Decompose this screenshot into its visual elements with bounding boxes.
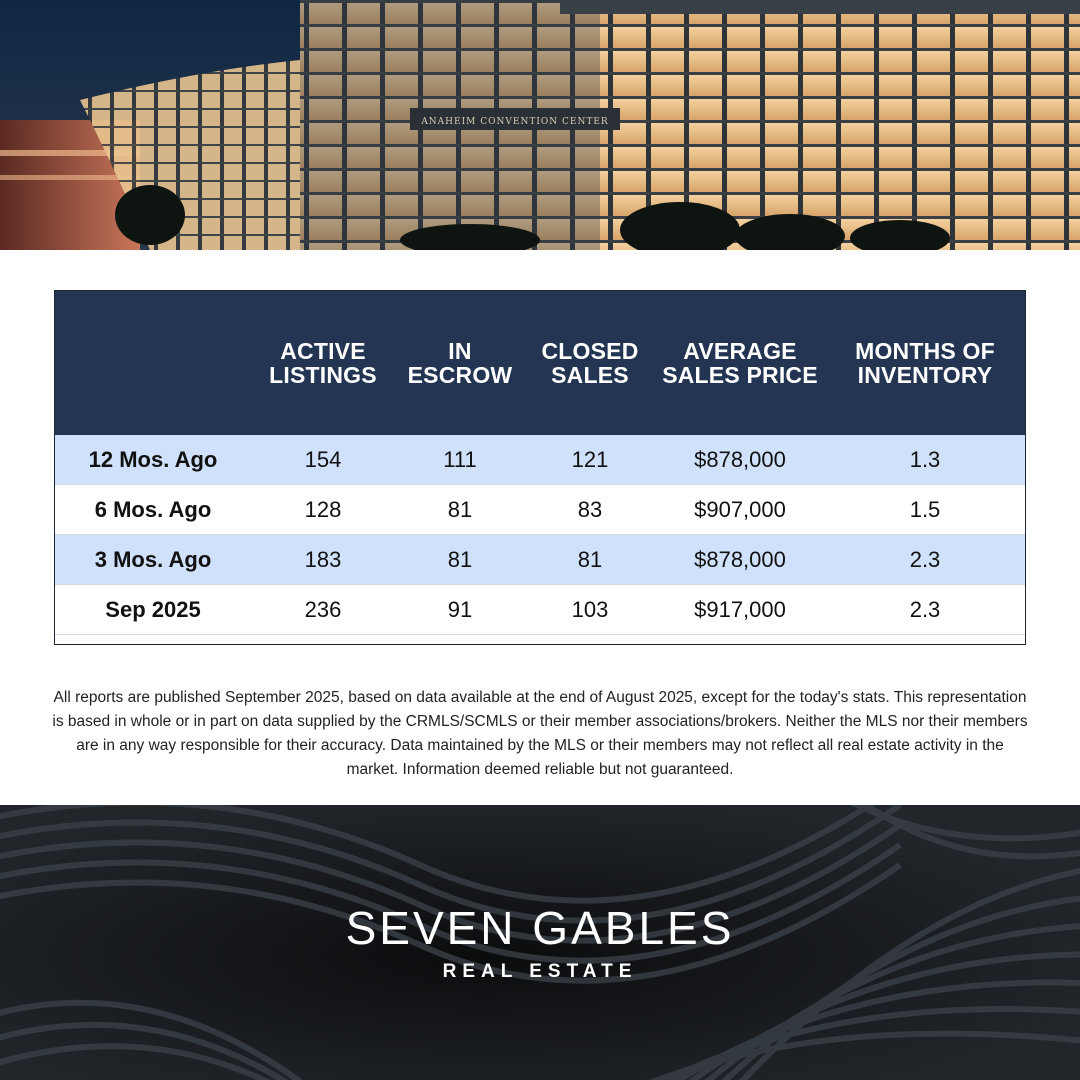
average-price-value: $878,000 xyxy=(694,447,786,472)
table-row xyxy=(55,435,1025,485)
row-label: 12 Mos. Ago xyxy=(88,447,218,472)
active-listings-value: 183 xyxy=(304,547,342,572)
active-listings-value: 128 xyxy=(304,497,342,522)
row-label: Sep 2025 xyxy=(105,597,201,622)
average-price-value: $907,000 xyxy=(694,497,786,522)
closed-sales-value: 81 xyxy=(577,547,603,572)
header-active-listings: ACTIVE LISTINGS xyxy=(269,338,377,388)
row-label: 3 Mos. Ago xyxy=(94,547,212,572)
in-escrow-value: 111 xyxy=(443,447,477,472)
header-closed-sales: CLOSED SALES xyxy=(541,338,639,388)
brand-tagline: REAL ESTATE xyxy=(442,961,638,982)
building-sign: ANAHEIM CONVENTION CENTER xyxy=(421,117,609,127)
row-label: 6 Mos. Ago xyxy=(94,497,212,522)
disclaimer-text: All reports are published September 2025, based on data available at the end of August 2025, except for the today's stats. This representation is based in whole or in part on data supplied by the CRMLS/SCMLS or their member associations/brokers. Neither the MLS nor their members are in any way responsible for their accuracy. Data maintained by the MLS or their members may not reflect all real estate activity in the market. Information deemed reliable but not guaranteed. xyxy=(52,689,1028,778)
average-price-value: $878,000 xyxy=(694,547,786,572)
average-price-value: $917,000 xyxy=(694,597,786,622)
closed-sales-value: 103 xyxy=(571,597,609,622)
table-header xyxy=(55,291,1025,435)
header-average-sales-price: AVERAGE SALES PRICE xyxy=(662,338,818,388)
convention-center-photo xyxy=(0,0,1080,250)
table-row xyxy=(55,485,1025,535)
table-row xyxy=(55,585,1025,635)
inventory-value: 2.3 xyxy=(909,597,941,622)
header-months-of-inventory: MONTHS OF INVENTORY xyxy=(855,338,995,388)
market-stats-table xyxy=(54,290,1026,645)
table-row xyxy=(55,535,1025,585)
header-in-escrow: IN ESCROW xyxy=(407,338,513,388)
active-listings-value: 236 xyxy=(304,597,342,622)
closed-sales-value: 83 xyxy=(577,497,603,522)
inventory-value: 1.5 xyxy=(909,497,941,522)
in-escrow-value: 91 xyxy=(447,597,473,622)
active-listings-value: 154 xyxy=(304,447,342,472)
in-escrow-value: 81 xyxy=(447,547,473,572)
closed-sales-value: 121 xyxy=(571,447,609,472)
in-escrow-value: 81 xyxy=(447,497,473,522)
inventory-value: 2.3 xyxy=(909,547,941,572)
brand-name: SEVEN GABLES xyxy=(345,902,735,954)
brand-logo xyxy=(0,898,1080,984)
inventory-value: 1.3 xyxy=(909,447,941,472)
hero-photo xyxy=(0,0,1080,250)
